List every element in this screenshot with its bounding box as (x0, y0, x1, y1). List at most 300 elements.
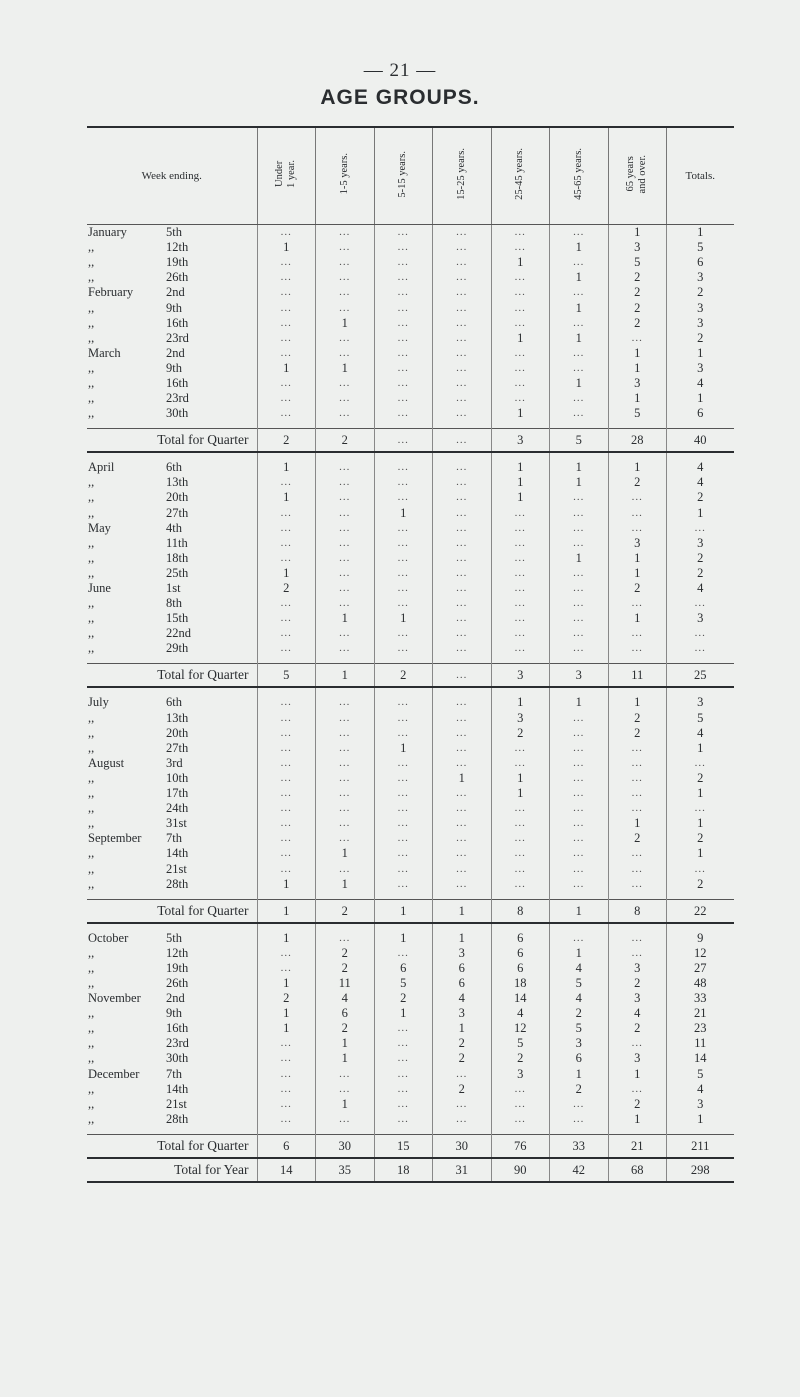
count-cell: 1 (316, 316, 375, 331)
day-label: 19th (166, 255, 189, 270)
week-ending-cell (87, 946, 257, 961)
count-cell: 12 (491, 1021, 550, 1036)
count-cell: ... (374, 285, 433, 300)
total-cell: 3 (667, 270, 734, 285)
total-cell: 3 (667, 361, 734, 376)
month-label: July (88, 695, 109, 710)
spacer-cell (257, 923, 316, 931)
count-cell: ... (491, 846, 550, 861)
month-label: ,, (88, 550, 95, 565)
table-row (87, 991, 734, 1006)
day-label: 25th (166, 565, 189, 580)
month-label: ,, (88, 300, 95, 315)
count-cell: ... (433, 861, 492, 876)
count-cell: 1 (316, 1097, 375, 1112)
week-ending-cell (87, 581, 257, 596)
total-cell: ... (667, 756, 734, 771)
month-label: ,, (88, 786, 95, 801)
count-cell: 1 (550, 475, 609, 490)
count-cell: ... (608, 771, 667, 786)
spacer-cell (374, 656, 433, 664)
count-cell: ... (374, 596, 433, 611)
day-label: 13th (166, 475, 189, 490)
count-cell: ... (491, 270, 550, 285)
month-label: October (88, 930, 129, 945)
count-cell: ... (608, 641, 667, 656)
count-cell: ... (316, 300, 375, 315)
day-label: 23rd (166, 1036, 189, 1051)
total-cell: 3 (667, 695, 734, 710)
count-cell: ... (374, 1021, 433, 1036)
day-label: 21st (166, 1096, 187, 1111)
spacer-cell (491, 892, 550, 900)
count-cell: 4 (608, 1006, 667, 1021)
count-cell: ... (433, 225, 492, 241)
count-cell: ... (316, 831, 375, 846)
count-cell: ... (491, 551, 550, 566)
count-cell: ... (608, 931, 667, 946)
count-cell: 1 (550, 695, 609, 710)
count-cell: 5 (257, 664, 316, 688)
week-ending-cell (87, 300, 257, 315)
count-cell: ... (433, 756, 492, 771)
count-cell: ... (491, 611, 550, 626)
spacer-cell (491, 421, 550, 429)
month-label: ,, (88, 945, 95, 960)
count-cell: 1 (257, 1021, 316, 1036)
spacer-cell (550, 687, 609, 695)
total-cell: ... (667, 596, 734, 611)
count-cell: ... (316, 641, 375, 656)
month-label: ,, (88, 490, 95, 505)
count-cell: ... (550, 316, 609, 331)
count-cell: 42 (550, 1158, 609, 1182)
count-cell: ... (257, 391, 316, 406)
month-label: ,, (88, 960, 95, 975)
week-ending-cell (87, 931, 257, 946)
week-ending-cell (87, 726, 257, 741)
month-label: ,, (88, 406, 95, 421)
spacer-cell (257, 892, 316, 900)
table-row (87, 361, 734, 376)
count-cell: 3 (608, 376, 667, 391)
table-row (87, 1006, 734, 1021)
spacer-row (87, 892, 734, 900)
count-cell: 1 (257, 460, 316, 475)
spacer-row (87, 923, 734, 931)
month-label: November (88, 991, 141, 1006)
total-cell: 1 (667, 506, 734, 521)
count-cell: 6 (550, 1051, 609, 1066)
total-label: Total for Quarter (87, 1134, 257, 1158)
spacer-cell (667, 452, 734, 460)
count-cell: 6 (316, 1006, 375, 1021)
count-cell: ... (316, 490, 375, 505)
count-cell: 1 (550, 270, 609, 285)
week-ending-cell (87, 976, 257, 991)
count-cell: ... (316, 346, 375, 361)
spacer-cell (316, 892, 375, 900)
day-label: 3rd (166, 755, 183, 770)
month-label: ,, (88, 535, 95, 550)
count-cell: ... (374, 1112, 433, 1127)
count-cell: ... (374, 566, 433, 581)
total-cell: 1 (667, 786, 734, 801)
table-row (87, 726, 734, 741)
count-cell: ... (374, 316, 433, 331)
total-label: Total for Quarter (87, 664, 257, 688)
spacer-cell (316, 452, 375, 460)
table-row (87, 626, 734, 641)
count-cell: ... (433, 801, 492, 816)
count-cell: ... (257, 771, 316, 786)
count-cell: 76 (491, 1134, 550, 1158)
total-cell: 1 (667, 346, 734, 361)
count-cell: 1 (316, 877, 375, 892)
spacer-cell (87, 421, 257, 429)
count-cell: 1 (608, 460, 667, 475)
count-cell: ... (433, 506, 492, 521)
count-cell: ... (491, 566, 550, 581)
count-cell: 2 (433, 1082, 492, 1097)
count-cell: ... (374, 270, 433, 285)
count-cell: 1 (257, 566, 316, 581)
count-cell: ... (374, 1082, 433, 1097)
count-cell: ... (316, 771, 375, 786)
month-label: ,, (88, 1051, 95, 1066)
count-cell: 2 (257, 991, 316, 1006)
count-cell: ... (257, 1051, 316, 1066)
count-cell: ... (257, 816, 316, 831)
count-cell: ... (550, 285, 609, 300)
count-cell: ... (608, 596, 667, 611)
table-row (87, 786, 734, 801)
count-cell: ... (316, 270, 375, 285)
week-ending-cell (87, 1006, 257, 1021)
count-cell: 5 (608, 406, 667, 421)
week-ending-cell (87, 771, 257, 786)
total-cell: 11 (667, 1036, 734, 1051)
day-label: 26th (166, 270, 189, 285)
count-cell: 6 (433, 961, 492, 976)
count-cell: 1 (316, 1051, 375, 1066)
page-title: AGE GROUPS. (320, 86, 480, 109)
spacer-cell (491, 923, 550, 931)
week-ending-cell (87, 801, 257, 816)
total-cell: 2 (667, 331, 734, 346)
count-cell: ... (257, 406, 316, 421)
total-cell: 27 (667, 961, 734, 976)
total-cell: 25 (667, 664, 734, 688)
count-cell: ... (257, 786, 316, 801)
count-cell: ... (316, 240, 375, 255)
count-cell: 1 (608, 225, 667, 241)
count-cell: 2 (257, 429, 316, 453)
spacer-cell (433, 1127, 492, 1135)
spacer-cell (433, 892, 492, 900)
week-ending-cell (87, 406, 257, 421)
month-label: ,, (88, 255, 95, 270)
day-label: 9th (166, 300, 182, 315)
day-label: 30th (166, 406, 189, 421)
year-total-row (87, 1158, 734, 1182)
count-cell: ... (491, 1112, 550, 1127)
week-ending-cell (87, 846, 257, 861)
count-cell: 18 (491, 976, 550, 991)
table-row (87, 1021, 734, 1036)
count-cell: ... (374, 831, 433, 846)
count-cell: ... (608, 877, 667, 892)
count-cell: ... (374, 536, 433, 551)
table-row (87, 490, 734, 505)
count-cell: ... (374, 490, 433, 505)
day-label: 31st (166, 816, 187, 831)
count-cell: ... (550, 490, 609, 505)
count-cell: ... (433, 726, 492, 741)
count-cell: ... (257, 255, 316, 270)
count-cell: ... (433, 361, 492, 376)
month-label: ,, (88, 641, 95, 656)
count-cell: 1 (491, 460, 550, 475)
table-row (87, 270, 734, 285)
count-cell: 1 (608, 566, 667, 581)
total-cell: 40 (667, 429, 734, 453)
day-label: 8th (166, 596, 182, 611)
count-cell: ... (316, 1067, 375, 1082)
count-cell: ... (491, 596, 550, 611)
count-cell: ... (316, 506, 375, 521)
count-cell: ... (374, 1067, 433, 1082)
count-cell: 1 (491, 490, 550, 505)
count-cell: ... (257, 961, 316, 976)
month-label: ,, (88, 391, 95, 406)
month-label: ,, (88, 565, 95, 580)
day-label: 24th (166, 801, 189, 816)
table-row (87, 946, 734, 961)
count-cell: ... (374, 581, 433, 596)
count-cell: ... (491, 521, 550, 536)
spacer-cell (433, 421, 492, 429)
count-cell: ... (316, 695, 375, 710)
count-cell: ... (433, 1067, 492, 1082)
count-cell: 2 (550, 1006, 609, 1021)
count-cell: 11 (608, 664, 667, 688)
total-cell: 1 (667, 225, 734, 241)
header-15-25-years (433, 127, 492, 225)
count-cell: ... (550, 756, 609, 771)
count-cell: ... (316, 376, 375, 391)
count-cell: ... (433, 611, 492, 626)
count-cell: ... (316, 475, 375, 490)
total-cell: 6 (667, 406, 734, 421)
count-cell: 1 (491, 771, 550, 786)
count-cell: ... (316, 460, 375, 475)
age-groups-table (87, 126, 734, 1183)
count-cell: ... (491, 225, 550, 241)
count-cell: ... (433, 460, 492, 475)
week-ending-cell (87, 551, 257, 566)
count-cell: 6 (374, 961, 433, 976)
spacer-cell (433, 687, 492, 695)
total-cell: 1 (667, 1112, 734, 1127)
count-cell: ... (257, 1067, 316, 1082)
count-cell: 1 (550, 946, 609, 961)
count-cell: ... (257, 1082, 316, 1097)
count-cell: ... (316, 1112, 375, 1127)
count-cell: 1 (608, 695, 667, 710)
count-cell: 1 (491, 406, 550, 421)
count-cell: ... (374, 391, 433, 406)
table-row (87, 695, 734, 710)
count-cell: 2 (550, 1082, 609, 1097)
count-cell: ... (316, 566, 375, 581)
table-row (87, 475, 734, 490)
count-cell: ... (433, 626, 492, 641)
count-cell: ... (433, 536, 492, 551)
count-cell: 3 (608, 536, 667, 551)
count-cell: 2 (608, 726, 667, 741)
count-cell: 33 (550, 1134, 609, 1158)
spacer-cell (87, 687, 257, 695)
count-cell: ... (433, 240, 492, 255)
count-cell: ... (491, 361, 550, 376)
week-ending-cell (87, 475, 257, 490)
count-cell: 1 (257, 490, 316, 505)
count-cell: 4 (550, 991, 609, 1006)
week-ending-cell (87, 376, 257, 391)
count-cell: ... (608, 801, 667, 816)
spacer-row (87, 687, 734, 695)
count-cell: ... (374, 225, 433, 241)
day-label: 23rd (166, 330, 189, 345)
count-cell: 3 (433, 946, 492, 961)
total-cell: 48 (667, 976, 734, 991)
week-ending-cell (87, 786, 257, 801)
total-cell: 1 (667, 741, 734, 756)
count-cell: ... (491, 240, 550, 255)
total-cell: 2 (667, 285, 734, 300)
count-cell: ... (608, 1036, 667, 1051)
month-label: ,, (88, 846, 95, 861)
week-ending-cell (87, 270, 257, 285)
count-cell: 1 (491, 331, 550, 346)
month-label: ,, (88, 1111, 95, 1126)
spacer-cell (667, 1127, 734, 1135)
month-label: ,, (88, 770, 95, 785)
count-cell: 1 (374, 931, 433, 946)
count-cell: ... (550, 931, 609, 946)
table-row (87, 756, 734, 771)
week-ending-cell (87, 346, 257, 361)
count-cell: ... (491, 1082, 550, 1097)
count-cell: 1 (433, 899, 492, 923)
count-cell: ... (433, 346, 492, 361)
total-cell: 2 (667, 566, 734, 581)
month-label: ,, (88, 975, 95, 990)
month-label: ,, (88, 330, 95, 345)
count-cell: ... (374, 861, 433, 876)
month-label: ,, (88, 710, 95, 725)
month-label: April (88, 460, 115, 475)
count-cell: ... (491, 831, 550, 846)
week-ending-cell (87, 611, 257, 626)
total-cell: 211 (667, 1134, 734, 1158)
count-cell: 1 (550, 300, 609, 315)
count-cell: ... (550, 255, 609, 270)
day-label: 22nd (166, 626, 191, 641)
total-cell: 3 (667, 316, 734, 331)
spacer-cell (667, 687, 734, 695)
count-cell: 1 (257, 361, 316, 376)
count-cell: ... (374, 786, 433, 801)
count-cell: ... (433, 316, 492, 331)
month-label: September (88, 831, 142, 846)
count-cell: ... (433, 300, 492, 315)
spacer-cell (491, 452, 550, 460)
count-cell: ... (550, 361, 609, 376)
month-label: March (88, 345, 121, 360)
month-label: ,, (88, 611, 95, 626)
count-cell: 2 (608, 475, 667, 490)
count-cell: ... (608, 946, 667, 961)
count-cell: ... (257, 300, 316, 315)
count-cell: 1 (374, 611, 433, 626)
total-cell: 6 (667, 255, 734, 270)
day-label: 23rd (166, 391, 189, 406)
count-cell: ... (257, 641, 316, 656)
total-cell: 4 (667, 1082, 734, 1097)
total-cell: 4 (667, 376, 734, 391)
week-ending-cell (87, 225, 257, 241)
count-cell: ... (374, 1097, 433, 1112)
count-cell: 2 (608, 581, 667, 596)
count-cell: 31 (433, 1158, 492, 1182)
count-cell: 2 (433, 1051, 492, 1066)
count-cell: ... (550, 566, 609, 581)
spacer-row (87, 656, 734, 664)
week-ending-cell (87, 1082, 257, 1097)
count-cell: ... (257, 551, 316, 566)
day-label: 27th (166, 505, 189, 520)
count-cell: ... (374, 406, 433, 421)
month-label: June (88, 581, 111, 596)
week-ending-cell (87, 331, 257, 346)
day-label: 7th (166, 1066, 182, 1081)
day-label: 30th (166, 1051, 189, 1066)
count-cell: 3 (491, 429, 550, 453)
total-cell: 33 (667, 991, 734, 1006)
table-row (87, 801, 734, 816)
table-row (87, 846, 734, 861)
week-ending-cell (87, 1097, 257, 1112)
month-label: ,, (88, 270, 95, 285)
count-cell: ... (433, 596, 492, 611)
month-label: ,, (88, 725, 95, 740)
count-cell: ... (491, 756, 550, 771)
month-label: August (88, 755, 125, 770)
month-label: ,, (88, 876, 95, 891)
table-row (87, 460, 734, 475)
table-row (87, 611, 734, 626)
count-cell: 2 (316, 946, 375, 961)
count-cell: 5 (608, 255, 667, 270)
count-cell: ... (257, 475, 316, 490)
spacer-cell (608, 687, 667, 695)
count-cell: ... (433, 816, 492, 831)
day-label: 9th (166, 360, 182, 375)
count-cell: ... (257, 596, 316, 611)
count-cell: ... (316, 756, 375, 771)
